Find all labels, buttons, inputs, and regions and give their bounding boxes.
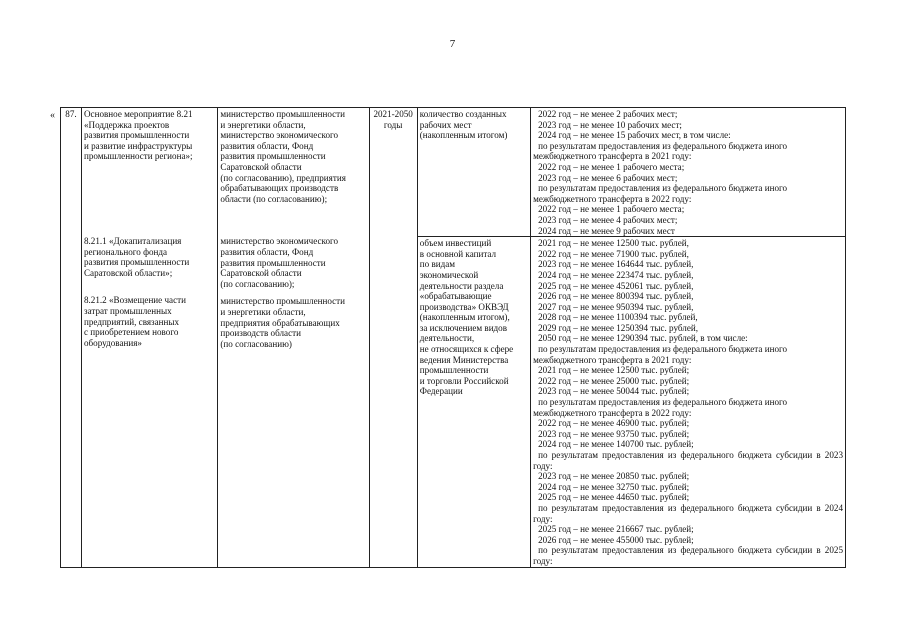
value-line: 2023 год – не менее 10 рабочих мест; [538,119,682,130]
value-line: 2026 год – не менее 455000 тыс. рублей; [538,534,694,545]
values-cell-jobs [531,108,846,237]
page-number: 7 [449,38,456,50]
value-line: 2025 год – не менее 216667 тыс. рублей; [538,524,694,535]
indicator-line: рабочих мест [419,119,472,130]
indicator-line: количество созданных [419,109,507,119]
executor-line: министерство экономического [220,236,339,247]
value-line: 2022 год – не менее 1 рабочего места; [538,161,685,172]
executor-line: Саратовской области [220,268,302,279]
executor-line: развития промышленности [220,257,326,268]
value-line: 2022 год – не менее 46900 тыс. рублей; [538,418,690,429]
executor-line: области (по согласованию); [220,193,328,204]
value-note: по результатам предоставления из федерального бюджета иного межбюджетного трансферта в 2022 году: [533,183,788,204]
indicator-cell-jobs [417,108,530,237]
value-line: 2023 год – не менее 6 рабочих мест; [538,172,678,183]
value-line: 2024 год – не менее 9 рабочих мест [538,225,675,236]
indicator-line: экономической [419,269,479,280]
value-line: 2021 год – не менее 12500 тыс. рублей, [538,238,689,249]
executor-line: предприятия обрабатывающих [220,317,340,328]
value-line: 2023 год – не менее 93750 тыс. рублей; [538,428,690,439]
name-line: оборудования» [83,337,142,348]
executor-line: развития промышленности [220,151,326,162]
executor-line: министерство промышленности [220,296,346,307]
executor-line: и энергетики области, [220,306,306,317]
value-line: 2028 год – не менее 1100394 тыс. рублей, [538,312,698,323]
value-line: 2023 год – не менее 20850 тыс. рублей; [538,471,690,482]
indicator-line: не относящихся к сфере [419,344,514,355]
executor-line: (по согласованию); [220,278,295,289]
executor-line: и энергетики области, [220,119,306,130]
name-line: и развитие инфраструктуры [83,140,193,151]
indicator-line: (накопленным итогом), [419,312,510,323]
indicator-line: за исключением видов [419,322,508,333]
value-note: по результатам предоставления из федерального бюджета субсидии в 2025 году: [533,545,843,566]
period-cell [369,108,417,568]
value-note: по результатам предоставления из федерального бюджета иного межбюджетного трансферта в 2022 году: [533,397,788,418]
name-line: затрат промышленных [83,305,172,316]
value-line: 2022 год – не менее 2 рабочих мест; [538,109,678,119]
value-line: 2022 год – не менее 1 рабочего места; [538,204,685,215]
indicator-line: ведения Министерства [419,354,509,365]
name-line: Основное мероприятие 8.21 [83,109,193,119]
indicator-line: (накопленным итогом) [419,130,508,141]
name-line: промышленности региона»; [83,151,193,162]
executor-line: Саратовской области [220,161,302,172]
executor-line: развития области, Фонд [220,140,314,151]
value-line: 2025 год – не менее 452061 тыс. рублей, [538,280,694,291]
value-line: 2022 год – не менее 71900 тыс. рублей, [538,248,689,259]
indicator-line: производства» ОКВЭД [419,301,509,312]
executor-line: развития области, Фонд [220,246,314,257]
value-line: 2024 год – не менее 140700 тыс. рублей; [538,439,694,450]
value-line: 2027 год – не менее 950394 тыс. рублей, [538,301,694,312]
value-line: 2024 год – не менее 15 рабочих мест, в том числе: [538,130,731,141]
value-line: 2022 год – не менее 25000 тыс. рублей; [538,375,690,386]
executor-line: (по согласованию), предприятия [220,172,346,183]
name-line: предприятий, связанных [83,316,180,327]
value-note: по результатам предоставления из федерального бюджета субсидии в 2023 году: [533,450,843,471]
executors-cell [218,108,369,568]
value-line: 2021 год – не менее 12500 тыс. рублей; [538,365,690,376]
value-line: 2023 год – не менее 164644 тыс. рублей, [538,259,694,270]
indicator-line: по видам [419,259,456,270]
value-line: 2023 год – не менее 4 рабочих мест; [538,214,678,225]
table-row [61,108,846,237]
program-table [60,107,846,568]
value-line: 2029 год – не менее 1250394 тыс. рублей, [538,322,698,333]
row-number-cell [61,108,82,568]
indicator-line: Федерации [419,386,463,397]
indicator-cell-investments [417,237,530,567]
row-number: 87. [65,109,77,119]
value-line: 2024 год – не менее 223474 тыс. рублей, [538,269,694,280]
value-note: по результатам предоставления из федерального бюджета иного межбюджетного трансферта в 2021 году: [533,140,788,162]
measure-name-cell [81,108,217,568]
name-line: Саратовской области»; [83,267,173,278]
name-line: регионального фонда [83,246,168,257]
period-line: 2021-2050 [373,109,413,119]
name-line: развития промышленности [83,257,190,268]
value-line: 2025 год – не менее 44650 тыс. рублей; [538,492,690,503]
executor-line: обрабатывающих производств [220,183,339,194]
indicator-line: деятельности раздела [419,280,504,291]
value-line: 2023 год – не менее 50044 тыс. рублей; [538,386,690,397]
indicator-line: деятельности, [419,333,475,344]
value-note: по результатам предоставления из федерального бюджета иного межбюджетного трансферта в 2021 году: [533,344,788,365]
value-line: 2026 год – не менее 800394 тыс. рублей, [538,291,694,302]
values-cell-investments [531,237,846,567]
indicator-line: и торговли Российской [419,375,509,386]
executor-line: министерство промышленности [220,109,346,119]
name-line: 8.21.2 «Возмещение части [83,295,186,306]
opening-quote: « [50,110,55,121]
period-line: годы [383,119,403,130]
value-line: 2024 год – не менее 32750 тыс. рублей; [538,481,690,492]
indicator-line: в основной капитал [419,248,497,259]
name-line: 8.21.1 «Докапитализация [83,235,182,246]
indicator-line: объем инвестиций [419,238,492,249]
indicator-line: промышленности [419,365,489,376]
name-line: развития промышленности [83,130,190,141]
indicator-line: «обрабатывающие [419,291,492,302]
value-note: по результатам предоставления из федерального бюджета субсидии в 2024 году: [533,502,843,524]
name-line: с приобретением нового [83,327,179,338]
executor-line: производств области [220,328,301,339]
executor-line: министерство экономического [220,130,339,141]
name-line: «Поддержка проектов [83,119,170,130]
value-line: 2050 год – не менее 1290394 тыс. рублей, в том числе: [538,333,748,344]
executor-line: (по согласованию) [220,338,292,349]
